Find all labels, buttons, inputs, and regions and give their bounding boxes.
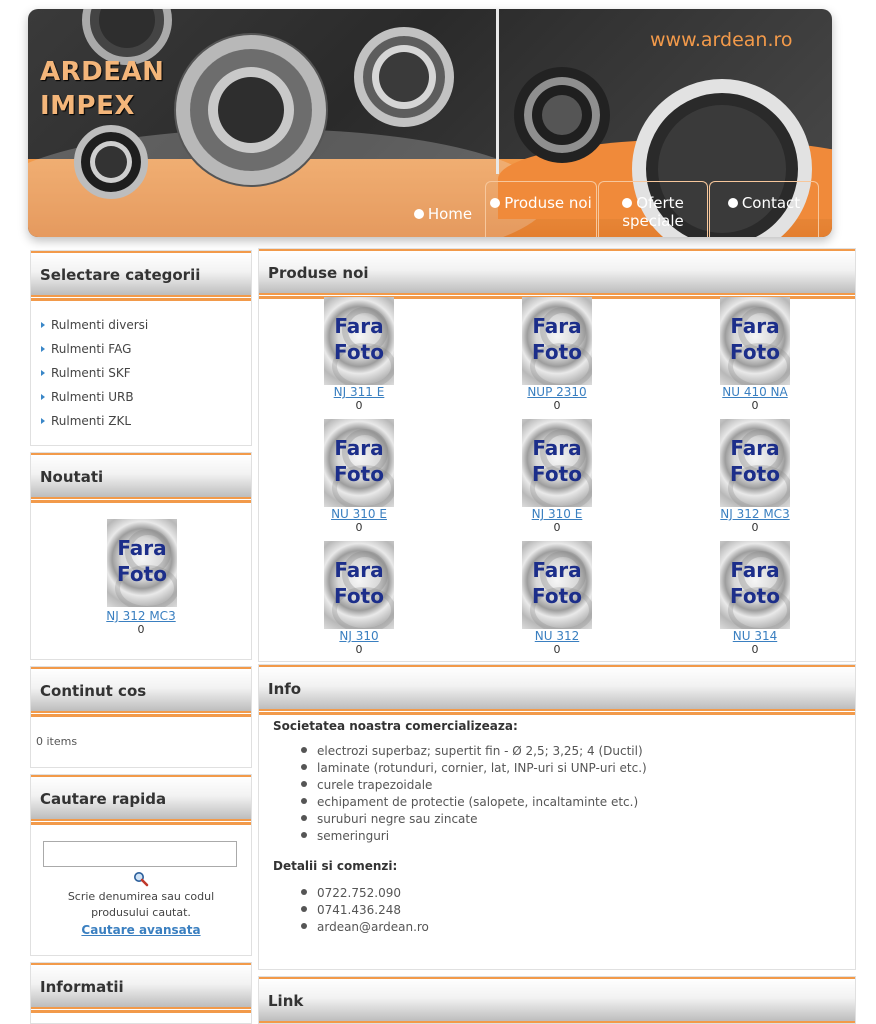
category-item[interactable] [41, 317, 148, 341]
product-link[interactable]: NUP 2310 [527, 385, 587, 399]
arrow-right-icon [41, 418, 45, 424]
news-product [71, 609, 211, 637]
info-content [273, 719, 647, 936]
list-item: 0741.436.248 [301, 902, 647, 919]
list-item: ardean@ardean.ro [301, 919, 647, 936]
no-photo-image[interactable] [324, 297, 394, 385]
box-header [31, 251, 251, 297]
bullet-icon [301, 906, 307, 912]
nav-contact[interactable] [709, 181, 819, 237]
category-label: Rulmenti diversi [51, 318, 149, 332]
no-photo-text: Fara Foto [532, 436, 582, 486]
product-item [289, 385, 429, 413]
list-item: semeringuri [301, 828, 647, 845]
cart-summary: 0 items [36, 735, 78, 748]
cart-box [30, 666, 252, 768]
bearing-image [74, 125, 148, 199]
nav-produse-noi-label: Produse noi [504, 194, 592, 212]
no-photo-image[interactable] [522, 419, 592, 507]
news-title: Noutati [40, 468, 104, 486]
product-qty: 0 [355, 399, 363, 412]
no-photo-image[interactable] [324, 541, 394, 629]
list-item: curele trapezoidale [301, 777, 647, 794]
brand-logo[interactable] [40, 55, 164, 123]
category-item[interactable] [41, 413, 148, 437]
no-photo-text: Fara Foto [532, 314, 582, 364]
no-photo-image[interactable] [324, 419, 394, 507]
bullet-icon [301, 815, 307, 821]
new-products-title: Produse noi [268, 264, 369, 282]
list-item: 0722.752.090 [301, 885, 647, 902]
box-header [259, 977, 855, 1023]
site-url: www.ardean.ro [650, 29, 793, 51]
box-header [31, 963, 251, 1009]
product-link[interactable]: NJ 311 E [333, 385, 385, 399]
bearing-image [354, 27, 454, 127]
category-label: Rulmenti SKF [51, 366, 131, 380]
bullet-icon [301, 832, 307, 838]
list-item: electrozi superbaz; supertit fin - Ø 2,5; 3,25; 4 (Ductil) [301, 743, 647, 760]
search-help-text: Scrie denumirea sau codul produsului cautat. [67, 890, 215, 919]
no-photo-image[interactable] [522, 541, 592, 629]
no-photo-text: Fara Foto [334, 558, 384, 608]
category-label: Rulmenti ZKL [51, 414, 132, 428]
nav-produse-noi[interactable] [485, 181, 597, 237]
product-item [685, 507, 825, 535]
product-link[interactable]: NU 410 NA [722, 385, 788, 399]
arrow-right-icon [41, 370, 45, 376]
no-photo-text: Fara Foto [334, 314, 384, 364]
new-products-box [258, 248, 856, 662]
bullet-icon [301, 747, 307, 753]
brand-line2: IMPEX [40, 91, 135, 121]
box-header [31, 667, 251, 713]
product-qty: 0 [751, 643, 759, 656]
product-item [685, 629, 825, 657]
advanced-search-link[interactable]: Cautare avansata [81, 923, 201, 937]
quick-search-title: Cautare rapida [40, 790, 167, 808]
product-link[interactable]: NU 314 [732, 629, 778, 643]
no-photo-text: Fara Foto [532, 558, 582, 608]
bearing-image [176, 35, 326, 185]
box-header [259, 665, 855, 711]
info-box [258, 664, 856, 970]
link-title: Link [268, 992, 304, 1010]
nav-contact-label: Contact [741, 194, 801, 212]
bullet-icon [414, 209, 424, 219]
no-photo-text: Fara Foto [730, 436, 780, 486]
bullet-icon [728, 198, 738, 208]
contact-list [301, 885, 647, 936]
no-photo-text: Fara Foto [730, 558, 780, 608]
product-item [289, 629, 429, 657]
product-qty: 0 [553, 521, 561, 534]
box-header [31, 453, 251, 499]
product-item [487, 629, 627, 657]
list-item: laminate (rotunduri, cornier, lat, INP-uri si UNP-uri etc.) [301, 760, 647, 777]
no-photo-image[interactable] [720, 541, 790, 629]
categories-title: Selectare categorii [40, 266, 201, 284]
category-label: Rulmenti FAG [51, 342, 132, 356]
product-qty: 0 [355, 643, 363, 656]
search-input[interactable] [43, 841, 237, 867]
categories-box [30, 250, 252, 446]
bullet-icon [490, 198, 500, 208]
list-item: suruburi negre sau zincate [301, 811, 647, 828]
news-box [30, 452, 252, 660]
product-qty: 0 [751, 399, 759, 412]
category-item[interactable] [41, 389, 148, 413]
no-photo-text: Fara Foto [730, 314, 780, 364]
no-photo-text: Fara Foto [334, 436, 384, 486]
product-link[interactable]: NJ 312 MC3 [106, 609, 176, 623]
arrow-right-icon [41, 346, 45, 352]
information-title: Informatii [40, 978, 124, 996]
product-link[interactable]: NU 312 [534, 629, 580, 643]
category-item[interactable] [41, 341, 148, 365]
product-qty: 0 [553, 399, 561, 412]
bearing-image [514, 67, 610, 163]
nav-home[interactable] [398, 181, 488, 237]
link-box [258, 976, 856, 1024]
product-qty: 0 [355, 521, 363, 534]
list-item: echipament de protectie (salopete, incaltaminte etc.) [301, 794, 647, 811]
cart-title: Continut cos [40, 682, 147, 700]
bullet-icon [301, 923, 307, 929]
products-list [301, 743, 647, 845]
contact-heading: Detalii si comenzi: [273, 859, 398, 873]
bullet-icon [301, 798, 307, 804]
nav-home-label: Home [427, 205, 473, 223]
bullet-icon [622, 198, 632, 208]
box-header [31, 775, 251, 821]
category-label: Rulmenti URB [51, 390, 134, 404]
info-heading: Societatea noastra comercializeaza: [273, 719, 518, 733]
no-photo-image[interactable] [720, 419, 790, 507]
info-title: Info [268, 680, 302, 698]
product-item [685, 385, 825, 413]
product-qty: 0 [137, 623, 145, 636]
bullet-icon [301, 781, 307, 787]
category-item[interactable] [41, 365, 148, 389]
product-qty: 0 [553, 643, 561, 656]
nav-oferte-speciale[interactable] [598, 181, 708, 237]
brand-line1: ARDEAN [40, 57, 165, 87]
header-banner [28, 9, 832, 237]
product-item [289, 507, 429, 535]
product-link[interactable]: NJ 310 [339, 629, 379, 643]
arrow-right-icon [41, 394, 45, 400]
no-photo-image[interactable] [107, 519, 177, 607]
product-item [487, 507, 627, 535]
box-header [259, 249, 855, 295]
no-photo-image[interactable] [522, 297, 592, 385]
category-list [41, 317, 148, 437]
arrow-right-icon [41, 322, 45, 328]
nav-oferte-speciale-label: Oferte speciale [622, 194, 684, 230]
bullet-icon [301, 764, 307, 770]
quick-search-box [30, 774, 252, 956]
information-box [30, 962, 252, 1024]
search-icon[interactable] [133, 871, 149, 887]
product-link[interactable]: NJ 310 E [531, 507, 583, 521]
no-photo-image[interactable] [720, 297, 790, 385]
bullet-icon [301, 889, 307, 895]
product-link[interactable]: NU 310 E [331, 507, 387, 521]
product-qty: 0 [751, 521, 759, 534]
product-item [487, 385, 627, 413]
banner-divider [496, 9, 499, 174]
no-photo-text: Fara Foto [117, 536, 167, 586]
product-link[interactable]: NJ 312 MC3 [720, 507, 790, 521]
